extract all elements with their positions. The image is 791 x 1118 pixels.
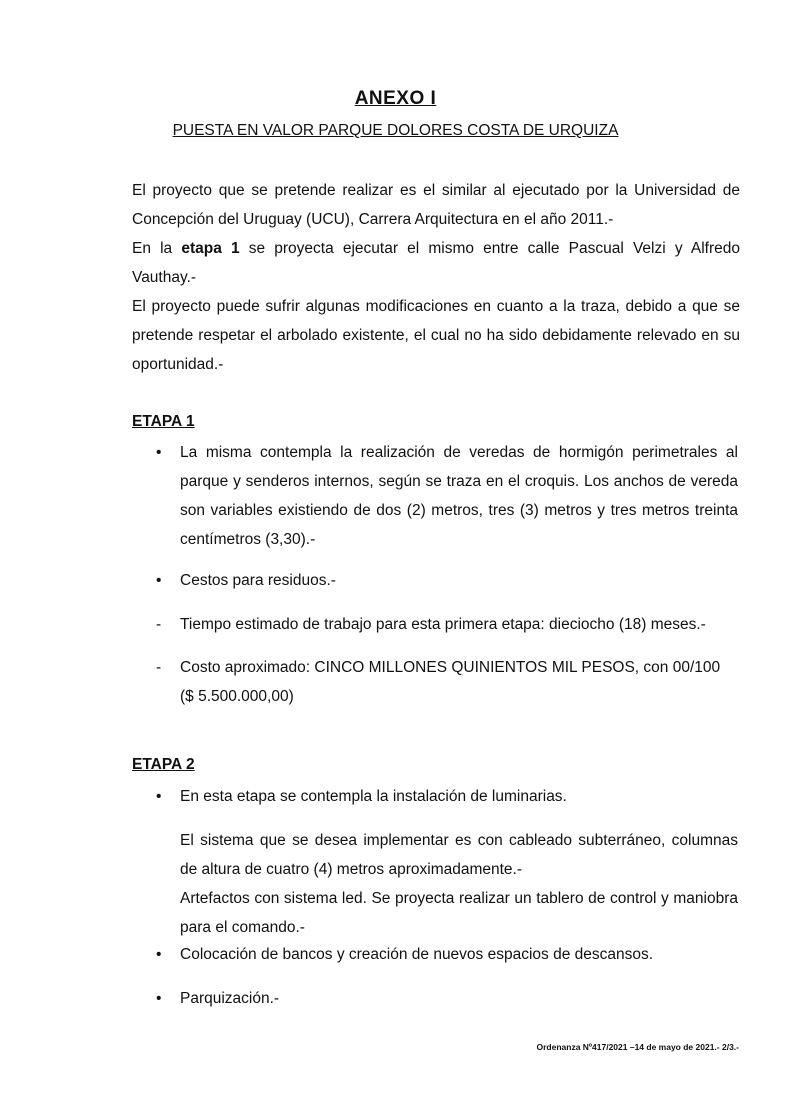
intro-paragraph-1: El proyecto que se pretende realizar es el similar al ejecutado por la Universidad de Concepción del Uruguay (UCU), Carrera Arquitectura en el año 2011.- <box>132 182 740 228</box>
intro-paragraph-2 <box>132 234 740 292</box>
intro-paragraph-3: El proyecto puede sufrir algunas modificaciones en cuanto a la traza, debido a que se pretende respetar el arbolado existente, el cual no ha sido debidamente relevado en su oportunidad.- <box>132 298 740 373</box>
etapa2-item1-detail2: Artefactos con sistema led. Se proyecta realizar un tablero de control y maniobra para el comando.- <box>180 890 738 936</box>
bullet-marker: • <box>156 572 162 589</box>
etapa2-item2-text: Colocación de bancos y creación de nuevos espacios de descansos. <box>180 946 654 963</box>
page-footer: Ordenanza Nº417/2021 –14 de mayo de 2021.- 2/3.- <box>536 1042 739 1052</box>
bullet-marker: • <box>156 788 162 805</box>
etapa2-item3-text: Parquización.- <box>180 990 280 1007</box>
etapa1-item4-line2: ($ 5.500.000,00) <box>180 688 294 705</box>
etapa1-heading: ETAPA 1 <box>132 413 195 430</box>
etapa1-item3-text: Tiempo estimado de trabajo para esta primera etapa: dieciocho (18) meses.- <box>180 616 706 633</box>
etapa2-item-bancos <box>180 940 738 969</box>
etapa1-item-cestos <box>180 566 738 595</box>
bullet-marker: • <box>156 444 162 461</box>
etapa2-item-parquizacion <box>180 984 738 1013</box>
etapa1-item-tiempo <box>180 610 738 639</box>
etapa2-item1-text: En esta etapa se contempla la instalación de luminarias. <box>180 788 567 805</box>
bullet-marker: • <box>156 946 162 963</box>
etapa2-item-luminarias <box>180 782 738 942</box>
intro-p2-after: se proyecta ejecutar el mismo entre calle Pascual Velzi y Alfredo Vauthay.- <box>132 240 740 286</box>
etapa2-item1-detail1: El sistema que se desea implementar es con cableado subterráneo, columnas de altura de cuatro (4) metros aproximadamente.- <box>180 832 738 878</box>
intro-section <box>132 176 740 379</box>
dash-marker: - <box>156 659 162 676</box>
intro-p2-bold: etapa 1 <box>181 240 240 257</box>
etapa1-item2-text: Cestos para residuos.- <box>180 572 336 589</box>
etapa1-item-costo <box>180 653 738 711</box>
bullet-marker: • <box>156 990 162 1007</box>
etapa1-item4-line1: Costo aproximado: CINCO MILLONES QUINIENTOS MIL PESOS, con 00/100 <box>180 659 721 676</box>
intro-p2-before: En la <box>132 240 182 257</box>
etapa1-item-veredas <box>180 438 738 554</box>
document-title: ANEXO I <box>354 88 437 109</box>
etapa2-heading: ETAPA 2 <box>132 756 195 773</box>
etapa1-item1-text: La misma contempla la realización de veredas de hormigón perimetrales al parque y senderos internos, según se traza en el croquis. Los anchos de vereda son variables existiendo de dos (2) metros, tres (3) metros y tres metros treinta centímetros (3,30).- <box>180 444 738 548</box>
dash-marker: - <box>156 616 162 633</box>
document-subtitle: PUESTA EN VALOR PARQUE DOLORES COSTA DE URQUIZA <box>172 122 619 139</box>
